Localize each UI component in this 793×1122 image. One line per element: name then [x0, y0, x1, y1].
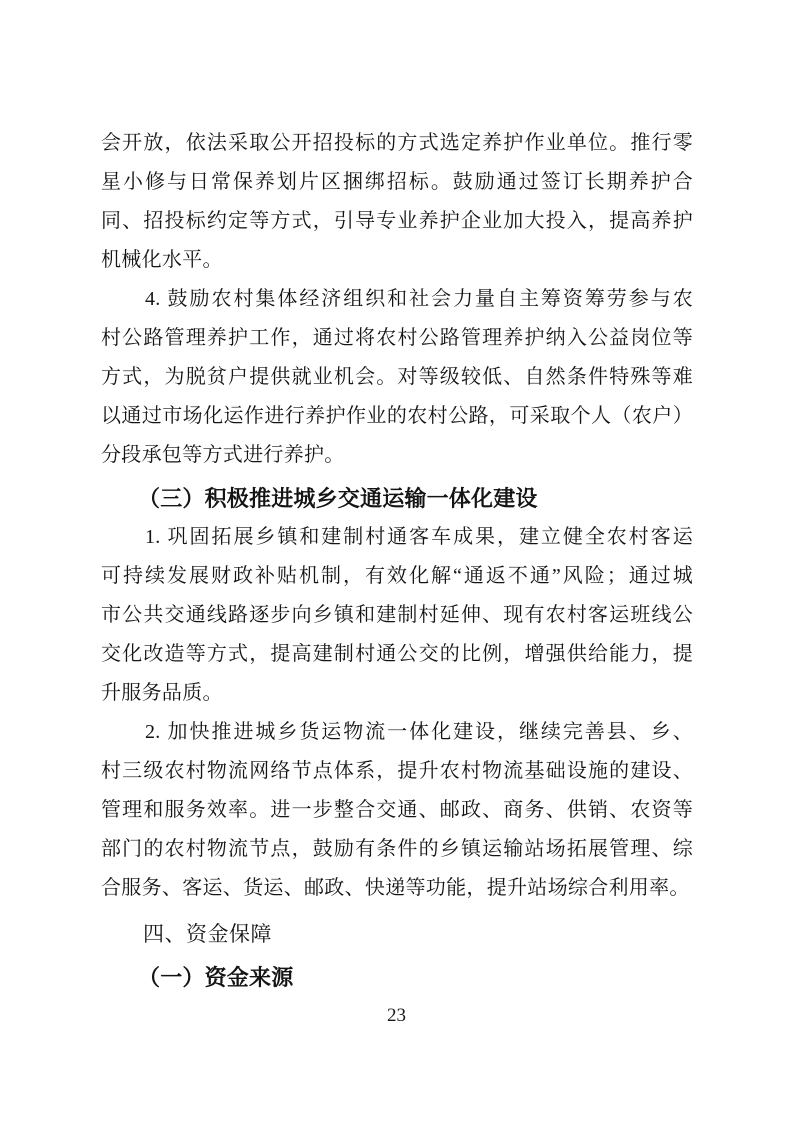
text-line: 管理和服务效率。进一步整合交通、邮政、商务、供销、农资等	[101, 799, 693, 821]
text-line: 村三级农村物流网络节点体系，提升农村物流基础设施的建设、	[101, 760, 693, 782]
text-line: 2. 加快推进城乡货运物流一体化建设，继续完善县、乡、	[145, 721, 693, 743]
text-line: 分段承包等方式进行养护。	[101, 444, 345, 466]
text-line: 村公路管理养护工作，通过将农村公路管理养护纳入公益岗位等	[101, 327, 693, 349]
text-line: 会开放，依法采取公开招投标的方式选定养护作业单位。推行零	[101, 132, 693, 154]
text-line: 1. 巩固拓展乡镇和建制村通客车成果，建立健全农村客运	[145, 526, 693, 548]
text-line: 机械化水平。	[101, 249, 223, 271]
paragraph	[101, 124, 693, 280]
page-number: 23	[387, 1005, 406, 1026]
paragraph	[101, 280, 693, 475]
text-line: 交化改造等方式，提高建制村通公交的比例，增强供给能力，提	[101, 643, 693, 665]
text-line: 市公共交通线路逐步向乡镇和建制村延伸、现有农村客运班线公	[101, 604, 693, 626]
subsection-heading: （三）积极推进城乡交通运输一体化建设	[138, 486, 538, 511]
text-line: 部门的农村物流节点，鼓励有条件的乡镇运输站场拓展管理、综	[101, 838, 693, 860]
text-line: 方式，为脱贫户提供就业机会。对等级较低、自然条件特殊等难	[101, 366, 693, 388]
text-line: 以通过市场化运作进行养护作业的农村公路，可采取个人（农户）	[101, 405, 693, 427]
paragraph	[101, 713, 693, 908]
document-body	[101, 124, 693, 997]
text-line: 星小修与日常保养划片区捆绑招标。鼓励通过签订长期养护合	[101, 171, 693, 193]
section-heading: 四、资金保障	[143, 923, 272, 946]
paragraph	[101, 518, 693, 713]
subsection-heading: （一）资金来源	[138, 965, 294, 990]
text-line: 可持续发展财政补贴机制，有效化解“通返不通”风险；通过城	[101, 565, 693, 587]
text-line: 同、招投标约定等方式，引导专业养护企业加大投入，提高养护	[101, 210, 693, 232]
text-line: 4. 鼓励农村集体经济组织和社会力量自主筹资筹劳参与农	[145, 288, 693, 310]
text-line: 合服务、客运、货运、邮政、快递等功能，提升站场综合利用率。	[101, 877, 690, 899]
text-line: 升服务品质。	[101, 682, 223, 704]
